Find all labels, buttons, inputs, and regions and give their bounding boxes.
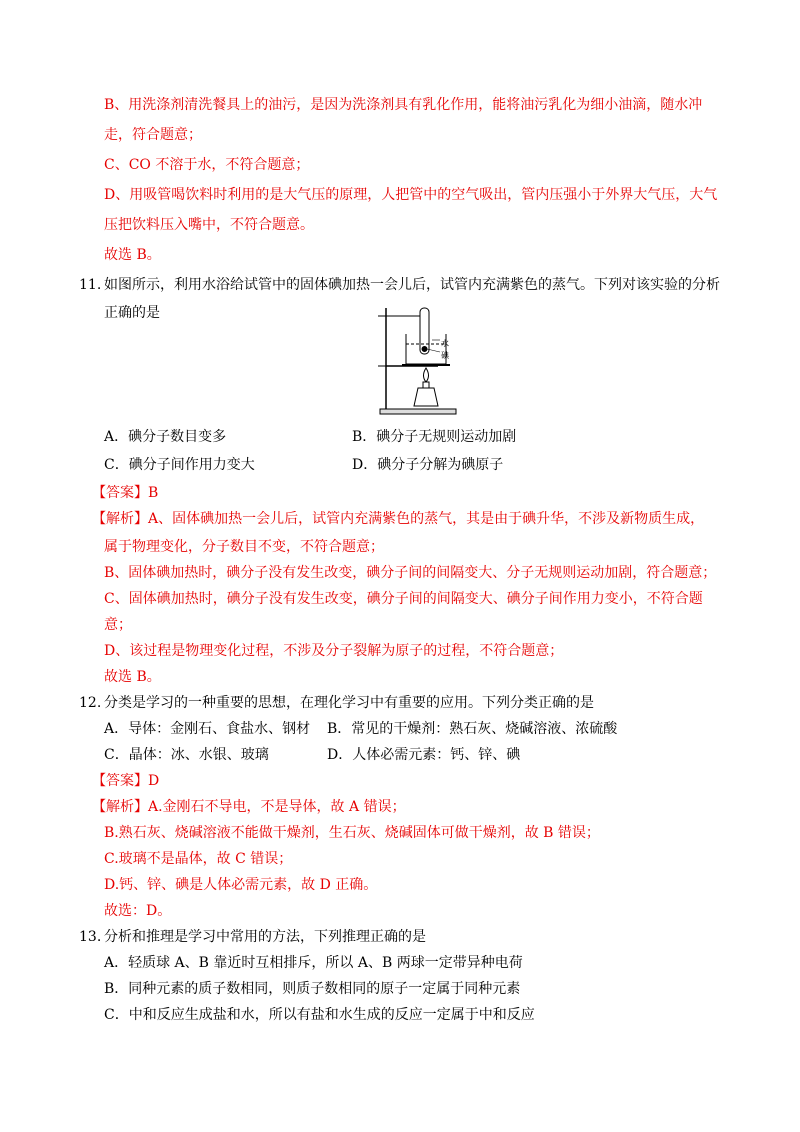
figure-label-water: 水 [441,339,449,348]
q11-analysis-line5: 意； [104,617,132,633]
q11-analysis-line2: 属于物理变化，分子数目不变，不符合题意； [104,539,384,555]
q11-analysis-text1: A、固体碘加热一会儿后，试管内充满紫色的蒸气，其是由于碘升华，不涉及新物质生成， [148,511,705,527]
q12-option-a: A．导体：金刚石、食盐水、钢材 [104,721,311,737]
q10-analysis-b-line2: 走，符合题意； [104,127,202,143]
q13-number: 13. [79,929,102,945]
q12-analysis-tag: 【解析】 [92,799,148,815]
q12-conclusion: 故选：D。 [104,903,172,919]
q11-option-c: C．碘分子间作用力变大 [104,457,255,473]
q12-answer-value: D [148,773,160,789]
q11-conclusion: 故选 B。 [104,669,161,685]
q13-option-b: B．同种元素的质子数相同，则质子数相同的原子一定属于同种元素 [104,981,521,997]
q12-option-d: D．人体必需元素：钙、锌、碘 [327,747,521,763]
q12-option-b: B．常见的干燥剂：熟石灰、烧碱溶液、浓硫酸 [327,721,618,737]
figure-label-iodine: 碘 [441,351,449,360]
q12-option-c: C．晶体：冰、水银、玻璃 [104,747,269,763]
q11-analysis-line4: C、固体碘加热时，碘分子没有发生改变，碘分子间的间隔变大、碘分子间作用力变小，不符合题 [104,591,703,607]
q12-answer [92,771,159,791]
q11-stem-line1: 如图所示，利用水浴给试管中的固体碘加热一会儿后，试管内充满紫色的蒸气。下列对该实验的分析 [104,277,720,293]
q10-analysis-d-line2: 压把饮料压入嘴中，不符合题意。 [104,217,314,233]
q11-answer [92,483,158,503]
q10-analysis-c-line: C、CO 不溶于水，不符合题意； [104,157,310,173]
q11-option-d: D．碘分子分解为碘原子 [352,457,504,473]
q11-option-b: B．碘分子无规则运动加剧 [352,429,517,445]
q10-conclusion: 故选 B。 [104,247,161,263]
q12-stem: 分类是学习的一种重要的思想，在理化学习中有重要的应用。下列分类正确的是 [104,695,594,711]
q11-answer-tag: 【答案】 [92,485,148,501]
q13-stem: 分析和推理是学习中常用的方法，下列推理正确的是 [104,929,426,945]
q13-option-a: A．轻质球 A、B 靠近时互相排斥，所以 A、B 两球一定带异种电荷 [104,955,523,971]
q11-option-a: A．碘分子数目变多 [104,429,227,445]
q12-analysis-line4: D.钙、锌、碘是人体必需元素，故 D 正确。 [104,877,378,893]
q11-analysis-line6: D、该过程是物理变化过程，不涉及分子裂解为原子的过程，不符合题意； [104,643,564,659]
q10-analysis-b-line1: B、用洗涤剂清洗餐具上的油污，是因为洗涤剂具有乳化作用，能将油污乳化为细小油滴，随水冲 [104,97,703,113]
q11-number: 11. [79,277,102,293]
q12-analysis-line3: C.玻璃不是晶体，故 C 错误； [104,851,293,867]
q13-option-c: C．中和反应生成盐和水，所以有盐和水生成的反应一定属于中和反应 [104,1007,535,1023]
q12-analysis-text1: A.金刚石不导电，不是导体，故 A 错误； [148,799,406,815]
q11-analysis-tag: 【解析】 [92,511,148,527]
q11-analysis-line1 [92,509,704,529]
q12-number: 12. [79,695,102,711]
q12-analysis-line2: B.熟石灰、烧碱溶液不能做干燥剂，生石灰、烧碱固体可做干燥剂，故 B 错误； [104,825,600,841]
q12-answer-tag: 【答案】 [92,773,148,789]
q12-analysis-line1 [92,797,406,817]
q11-analysis-line3: B、固体碘加热时，碘分子没有发生改变，碘分子间的间隔变大、分子无规则运动加剧，符合题意； [104,565,717,581]
q10-analysis-d-line1: D、用吸管喝饮料时利用的是大气压的原理，人把管中的空气吸出，管内压强小于外界大气压，大气 [104,187,718,203]
q11-answer-value: B [148,485,159,501]
q11-stem-line2: 正确的是 [104,305,160,321]
